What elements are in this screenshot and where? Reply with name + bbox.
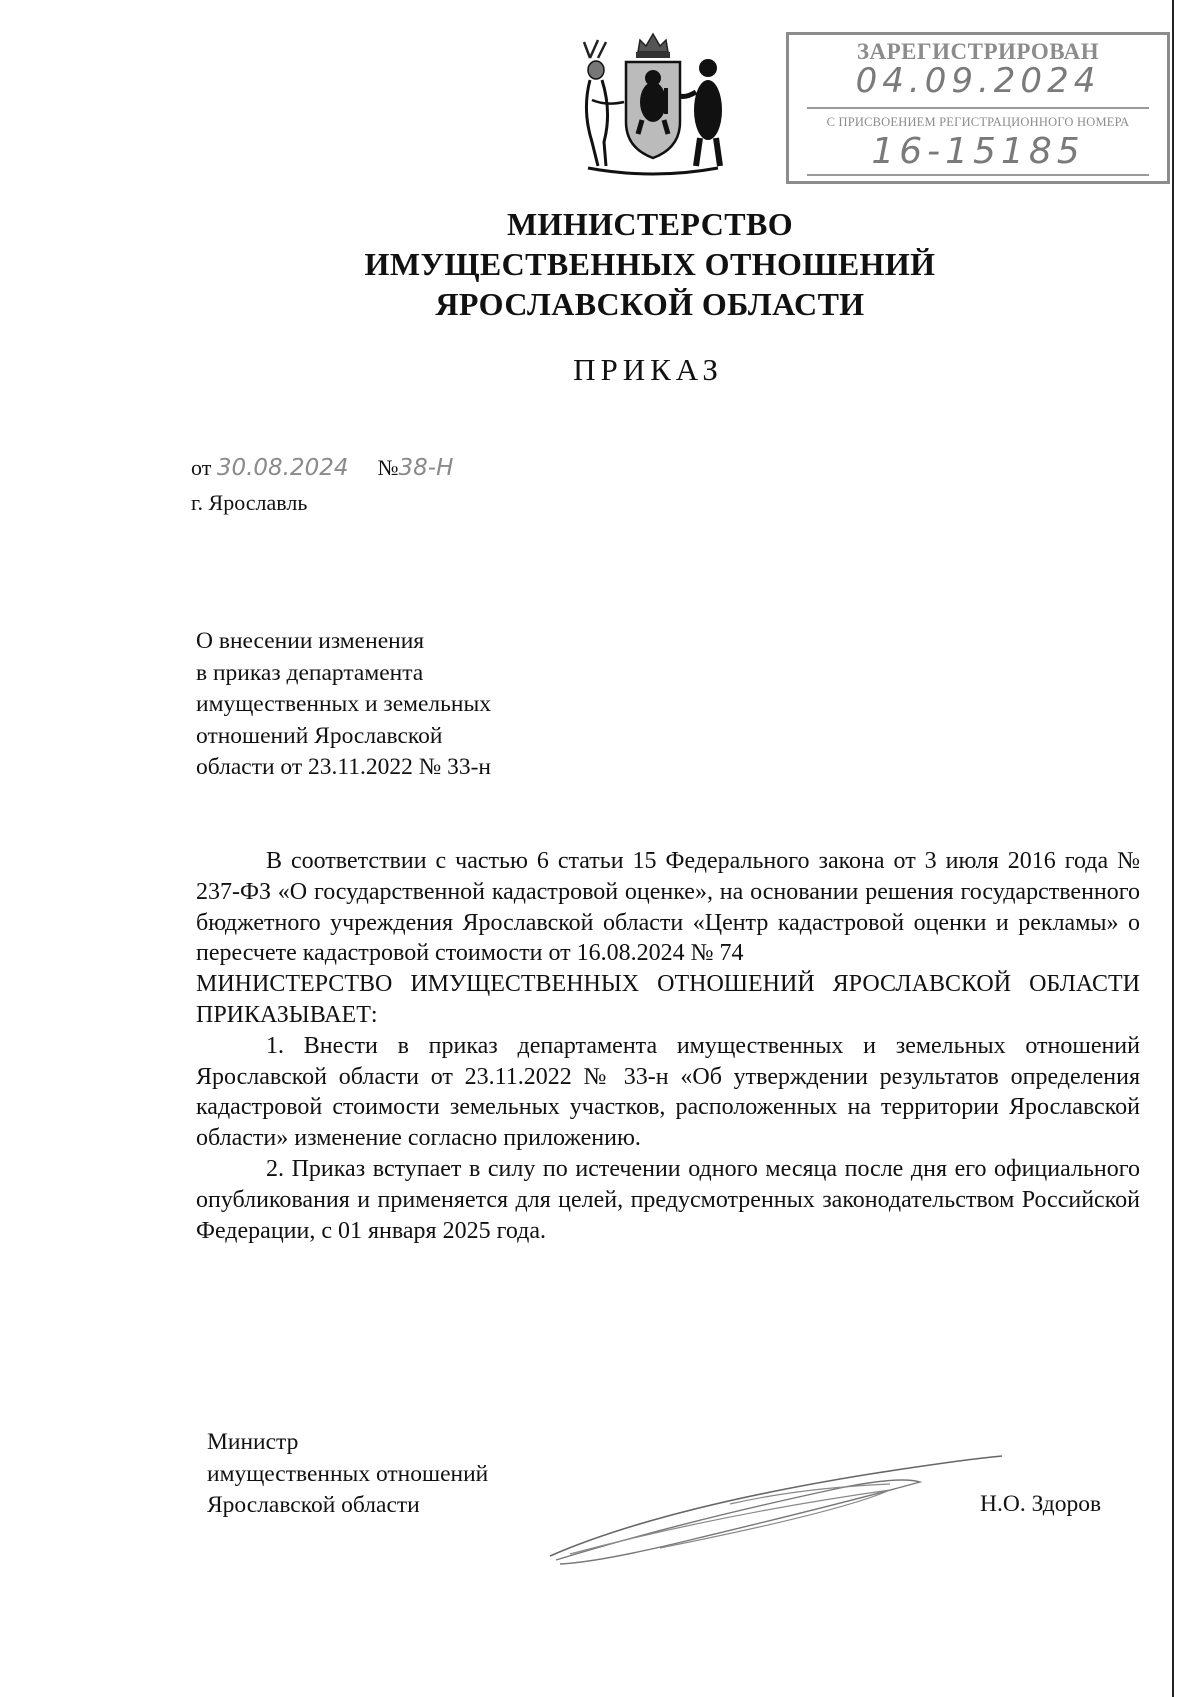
signatory-name: Н.О. Здоров [980, 1491, 1102, 1517]
handwritten-number: 38-Н [398, 455, 454, 481]
handwritten-signature [540, 1438, 1010, 1568]
subject-line: области от 23.11.2022 № 33-н [196, 754, 491, 780]
stamp-title: ЗАРЕГИСТРИРОВАН [856, 39, 1100, 64]
subject-line: отношений Ярославской [196, 722, 443, 749]
order-item-2: 2. Приказ вступает в силу по истечении одного месяца после дня его официального опубликования и применяется для целей, предусмотренных законодательством Российской Федерации, с 01 января 2025 года. [196, 1155, 1140, 1244]
handwritten-date: 30.08.2024 [216, 455, 349, 481]
signatory-position [207, 1427, 488, 1522]
ministry-line: МИНИСТЕРСТВО [506, 206, 794, 242]
date-prefix: от [191, 455, 212, 480]
subject-line: имущественных и земельных [196, 691, 491, 717]
document-body [196, 846, 1140, 1246]
registration-stamp [786, 32, 1170, 184]
subject-line: в приказ департамента [196, 659, 424, 686]
date-number-line [191, 455, 453, 481]
coat-of-arms-emblem [568, 30, 738, 180]
signatory-position-line: Ярославской области [207, 1492, 420, 1518]
stamp-divider [807, 174, 1149, 176]
city-line: г. Ярославль [191, 490, 308, 515]
order-line: МИНИСТЕРСТВО ИМУЩЕСТВЕННЫХ ОТНОШЕНИЙ ЯРОСЛАВСКОЙ ОБЛАСТИ ПРИКАЗЫВАЕТ: [196, 971, 1140, 1028]
document-type-title: ПРИКАЗ [573, 352, 723, 387]
scan-edge-line [1172, 0, 1174, 1697]
stamp-registration-number: 16-15185 [871, 131, 1085, 172]
ministry-line: ЯРОСЛАВСКОЙ ОБЛАСТИ [435, 286, 865, 322]
ministry-heading [250, 204, 1050, 324]
subject-line: О внесении изменения [196, 628, 425, 654]
signatory-position-line: Министр [207, 1429, 299, 1455]
number-prefix: № [377, 455, 399, 480]
signatory-position-line: имущественных отношений [207, 1460, 489, 1487]
order-item-1: 1. Внести в приказ департамента имущественных и земельных отношений Ярославской области от 23.11.2022 № 33-н «Об утверждении результатов определения кадастровой стоимости земельных участков, расположенных на территории Ярославской области» изменение согласно приложению. [196, 1032, 1140, 1152]
ministry-line: ИМУЩЕСТВЕННЫХ ОТНОШЕНИЙ [364, 246, 936, 282]
stamp-divider [807, 107, 1149, 109]
subject-block [196, 626, 491, 784]
preamble-paragraph: В соответствии с частью 6 статьи 15 Федерального закона от 3 июля 2016 года № 237-ФЗ «О государственной кадастровой оценке», на основании решения государственного бюджетного учреждения Ярославской области «Центр кадастровой оценки и рекламы» о пересчете кадастровой стоимости от 16.08.2024 № 74 [196, 848, 1140, 967]
stamp-date: 04.09.2024 [855, 61, 1101, 101]
stamp-subtitle: С ПРИСВОЕНИЕМ РЕГИСТРАЦИОННОГО НОМЕРА [826, 115, 1130, 129]
